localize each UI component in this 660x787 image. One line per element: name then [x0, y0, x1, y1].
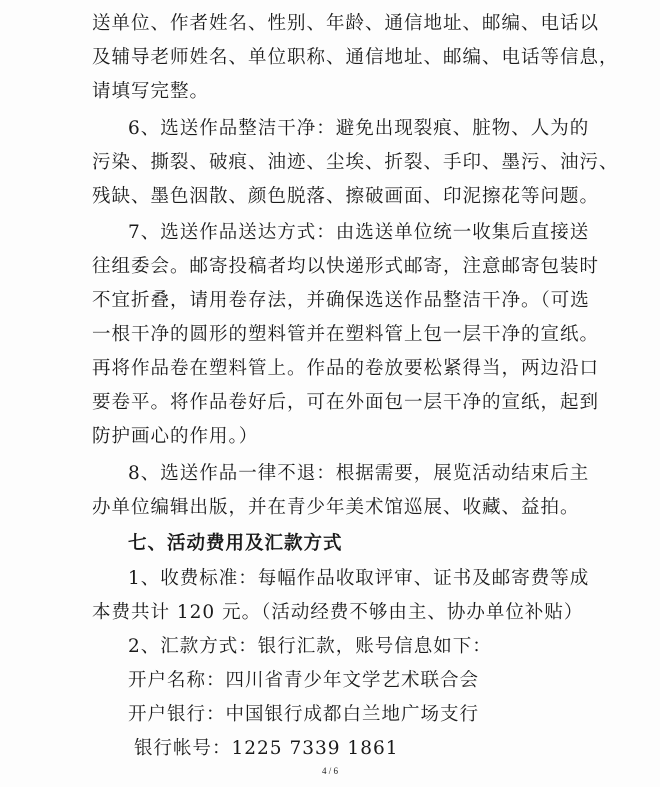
text-line: 请填写完整。 [92, 81, 210, 102]
text-line: 往组委会。邮寄投稿者均以快递形式邮寄，注意邮寄包装时 [92, 256, 600, 277]
text-line: 开户名称：四川省青少年文学艺术联合会 [128, 670, 480, 691]
page-number: 4 / 6 [321, 766, 338, 776]
text-line: 污染、撕裂、破痕、油迹、尘埃、折裂、手印、墨污、油污、 [92, 152, 619, 173]
text-line: 1、收费标准：每幅作品收取评审、证书及邮寄费等成 [128, 568, 590, 589]
text-line: 再将作品卷在塑料管上。作品的卷放要松紧得当，两边沿口 [92, 358, 600, 379]
text-line: 送单位、作者姓名、性别、年龄、通信地址、邮编、电话以 [92, 13, 600, 34]
text-line: 残缺、墨色洇散、颜色脱落、擦破画面、印泥擦花等问题。 [92, 186, 600, 207]
text-line: 及辅导老师姓名、单位职称、通信地址、邮编、电话等信息， [92, 47, 619, 68]
text-line: 6、选送作品整洁干净：避免出现裂痕、脏物、人为的 [128, 118, 590, 139]
text-line: 8、选送作品一律不退：根据需要，展览活动结束后主 [128, 463, 590, 484]
text-line: 7、选送作品送达方式：由选送单位统一收集后直接送 [128, 222, 590, 243]
section-heading: 七、活动费用及汇款方式 [128, 533, 343, 554]
text-line: 银行帐号：1225 7339 1861 [134, 738, 399, 759]
text-line: 要卷平。将作品卷好后，可在外面包一层干净的宣纸，起到 [92, 392, 600, 413]
text-line: 开户银行：中国银行成都白兰地广场支行 [128, 704, 480, 725]
text-line: 防护画心的作用。） [92, 426, 259, 447]
text-line: 不宜折叠，请用卷存法，并确保选送作品整洁干净。（可选 [92, 290, 590, 311]
text-line: 办单位编辑出版，并在青少年美术馆巡展、收藏、益拍。 [92, 497, 580, 518]
text-line: 一根干净的圆形的塑料管并在塑料管上包一层干净的宣纸。 [92, 324, 600, 345]
text-line: 2、汇款方式：银行汇款，账号信息如下： [128, 636, 492, 657]
text-line: 本费共计 120 元。（活动经费不够由主、协办单位补贴） [92, 602, 584, 623]
